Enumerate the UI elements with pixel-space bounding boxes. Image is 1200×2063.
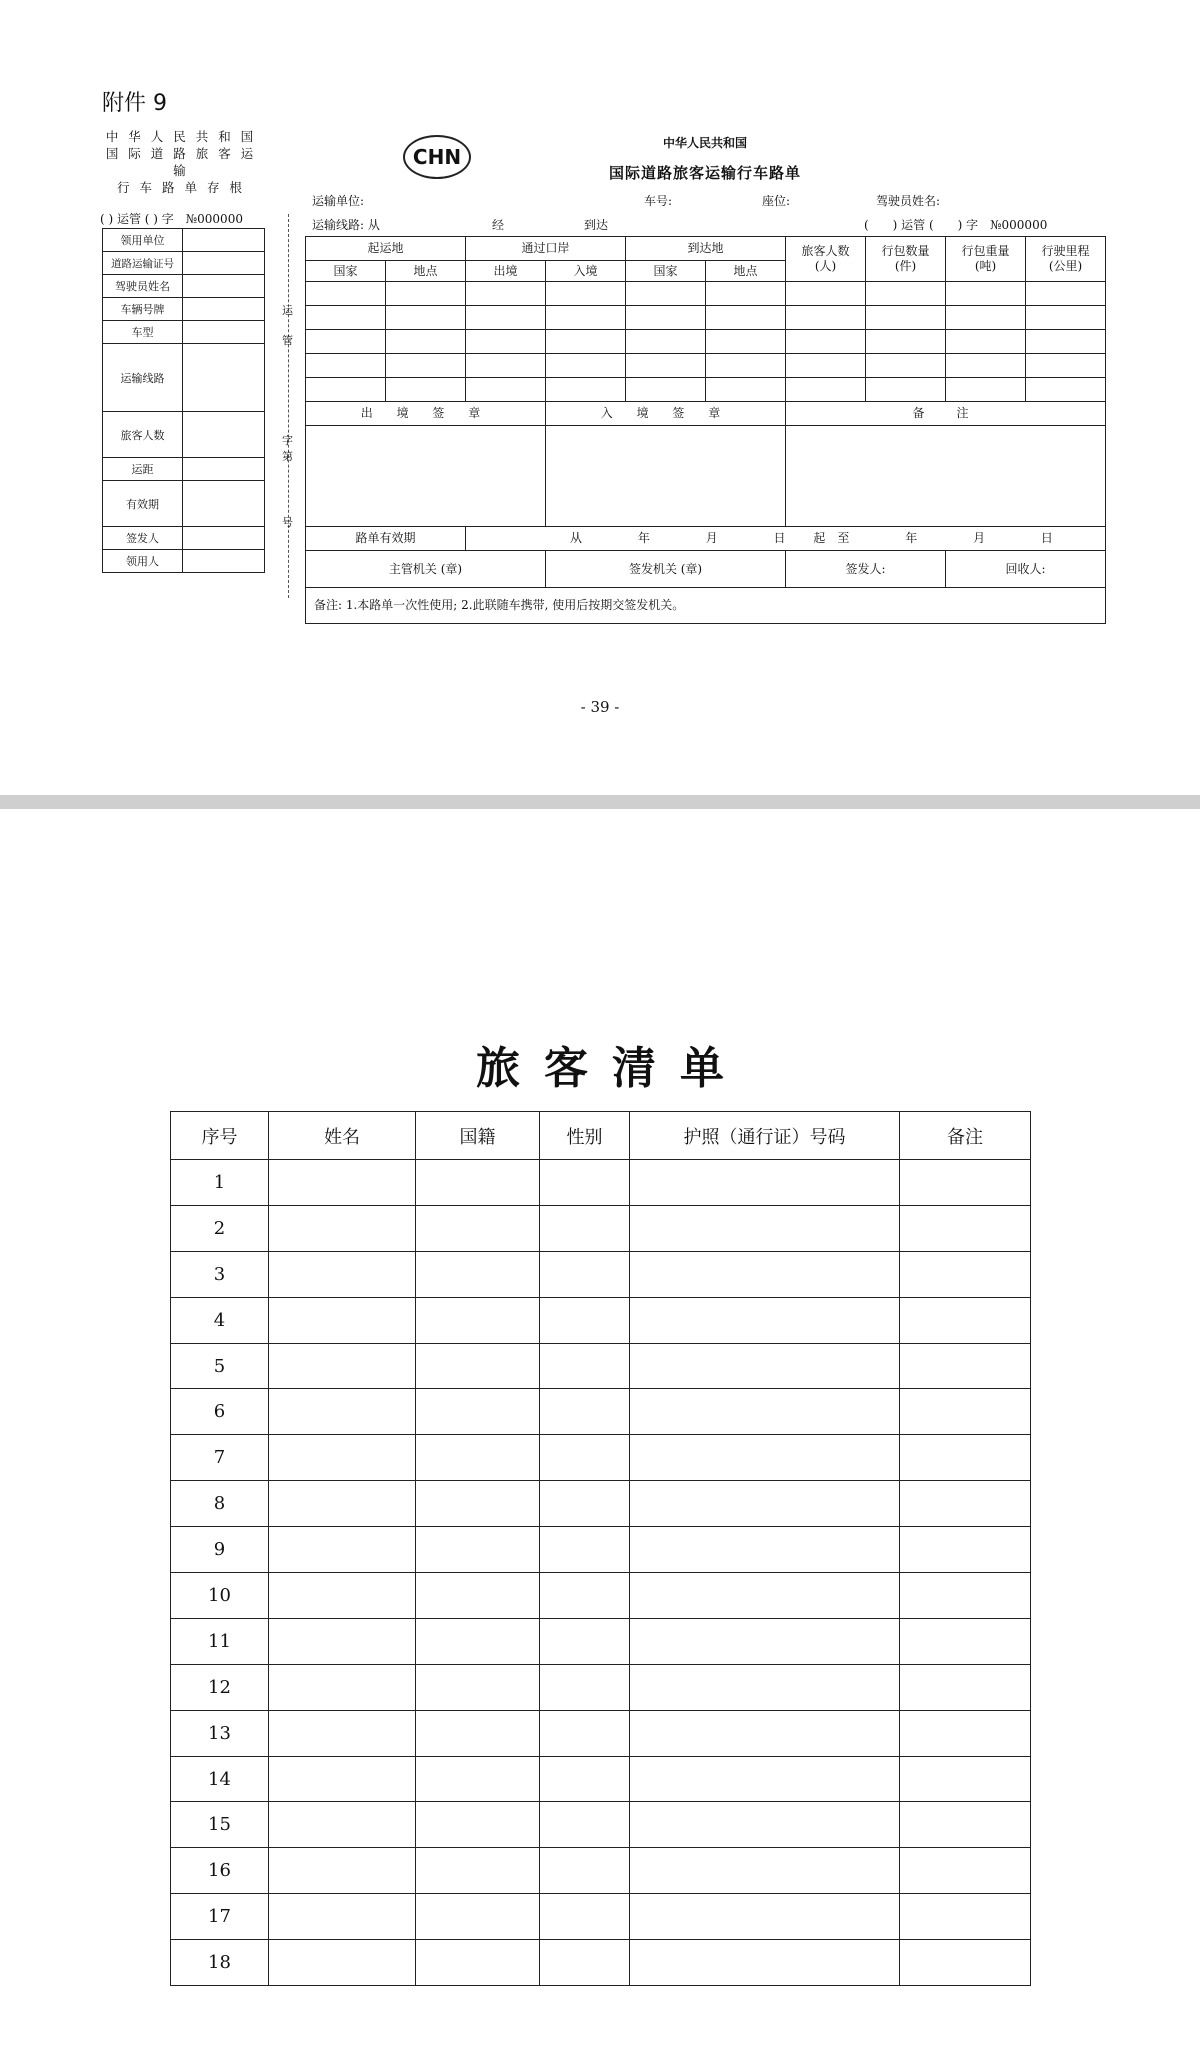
- table-cell: [540, 1664, 630, 1710]
- table-cell: [540, 1710, 630, 1756]
- stub-title-line: 行 车 路 单 存 根: [117, 180, 245, 195]
- table-cell: [416, 1389, 540, 1435]
- table-cell: [269, 1527, 416, 1573]
- luggage-count-header: 行包数量 (件): [866, 237, 946, 282]
- port-entry-header: 入境: [546, 261, 626, 282]
- table-cell: [900, 1481, 1031, 1527]
- table-cell: [416, 1343, 540, 1389]
- route-from-label: 运输线路: 从: [312, 218, 380, 232]
- table-cell: [630, 1389, 900, 1435]
- table-cell: [630, 1710, 900, 1756]
- row-index: 9: [171, 1527, 269, 1573]
- table-cell: [269, 1710, 416, 1756]
- driver-name-label: 驾驶员姓名:: [876, 194, 941, 208]
- mileage-header: 行驶里程 (公里): [1026, 237, 1106, 282]
- seam-char: 字: [282, 434, 293, 447]
- route-row: [306, 306, 1106, 330]
- table-cell: [900, 1802, 1031, 1848]
- page-number: - 39 -: [580, 698, 620, 716]
- stub-row-value: [183, 298, 265, 321]
- row-index: 5: [171, 1343, 269, 1389]
- table-cell: [900, 1848, 1031, 1894]
- route-sheet-number: ( ) 运管 ( ) 字 №000000: [864, 218, 1048, 232]
- table-cell: [416, 1527, 540, 1573]
- table-cell: [900, 1297, 1031, 1343]
- table-cell: [900, 1618, 1031, 1664]
- table-row: [171, 1848, 1031, 1894]
- issuer-field: 签发人:: [786, 551, 946, 588]
- table-cell: [630, 1894, 900, 1940]
- table-cell: [540, 1756, 630, 1802]
- table-cell: [540, 1389, 630, 1435]
- stub-title-line: 国 际 道 路 旅 客 运 输: [105, 146, 257, 178]
- row-index: 7: [171, 1435, 269, 1481]
- table-cell: [540, 1940, 630, 1986]
- table-cell: [416, 1756, 540, 1802]
- table-cell: [630, 1481, 900, 1527]
- table-row: [171, 1160, 1031, 1206]
- col-header-index: 序号: [171, 1112, 269, 1160]
- stub-title-line: 中 华 人 民 共 和 国: [105, 129, 257, 144]
- port-header: 通过口岸: [466, 237, 626, 261]
- stub-row-label: 领用单位: [103, 229, 183, 252]
- row-index: 13: [171, 1710, 269, 1756]
- table-cell: [416, 1618, 540, 1664]
- dest-country-header: 国家: [626, 261, 706, 282]
- table-cell: [416, 1940, 540, 1986]
- attachment-label: 附件 9: [102, 91, 167, 116]
- table-cell: [269, 1160, 416, 1206]
- table-cell: [900, 1710, 1031, 1756]
- row-index: 15: [171, 1802, 269, 1848]
- stub-row-label: 驾驶员姓名: [103, 275, 183, 298]
- luggage-weight-header: 行包重量 (吨): [946, 237, 1026, 282]
- stub-row-value: [183, 458, 265, 481]
- passenger-list-table: [170, 1111, 1031, 1986]
- stub-row-value: [183, 481, 265, 527]
- dest-place-header: 地点: [706, 261, 786, 282]
- table-cell: [416, 1160, 540, 1206]
- seam-char: 运: [282, 304, 293, 317]
- route-row: [306, 378, 1106, 402]
- table-cell: [269, 1618, 416, 1664]
- table-cell: [540, 1802, 630, 1848]
- stub-row-value: [183, 550, 265, 573]
- destination-header: 到达地: [626, 237, 786, 261]
- table-cell: [630, 1664, 900, 1710]
- table-cell: [900, 1205, 1031, 1251]
- table-row: [171, 1894, 1031, 1940]
- transport-unit-label: 运输单位:: [312, 194, 365, 208]
- table-cell: [269, 1435, 416, 1481]
- stub-row-value: [183, 412, 265, 458]
- table-row: [171, 1573, 1031, 1619]
- stub-row-label: 运输线路: [103, 344, 183, 412]
- table-cell: [540, 1894, 630, 1940]
- issuing-authority-seal: 签发机关 (章): [546, 551, 786, 588]
- route-sheet-table: [305, 236, 1106, 624]
- page-39: [0, 0, 1200, 795]
- table-cell: [900, 1343, 1031, 1389]
- col-header-name: 姓名: [269, 1112, 416, 1160]
- page-separator: [0, 795, 1200, 809]
- row-index: 12: [171, 1664, 269, 1710]
- table-row: [171, 1481, 1031, 1527]
- stub-row-label: 领用人: [103, 550, 183, 573]
- col-header-gender: 性别: [540, 1112, 630, 1160]
- table-cell: [540, 1435, 630, 1481]
- table-cell: [416, 1710, 540, 1756]
- table-cell: [540, 1848, 630, 1894]
- exit-stamp-area: [306, 426, 546, 527]
- table-cell: [269, 1343, 416, 1389]
- table-cell: [900, 1160, 1031, 1206]
- remarks-header: 备 注: [786, 402, 1106, 426]
- entry-stamp-header: 入 境 签 章: [546, 402, 786, 426]
- passenger-list-page: [0, 809, 1200, 2063]
- table-cell: [269, 1389, 416, 1435]
- table-cell: [269, 1664, 416, 1710]
- table-cell: [630, 1251, 900, 1297]
- row-index: 14: [171, 1756, 269, 1802]
- stub-row-value: [183, 229, 265, 252]
- table-cell: [416, 1205, 540, 1251]
- passengers-header: 旅客人数 (人): [786, 237, 866, 282]
- table-cell: [269, 1297, 416, 1343]
- stub-row-label: 签发人: [103, 527, 183, 550]
- seam-char: 第: [282, 450, 293, 463]
- table-cell: [630, 1205, 900, 1251]
- table-cell: [900, 1251, 1031, 1297]
- row-index: 17: [171, 1894, 269, 1940]
- stub-row-value: [183, 527, 265, 550]
- perforation-line: [288, 214, 289, 598]
- table-row: [171, 1389, 1031, 1435]
- table-cell: [630, 1297, 900, 1343]
- route-sheet-note: 备注: 1.本路单一次性使用; 2.此联随车携带, 使用后按期交签发机关。: [306, 588, 1106, 624]
- vehicle-no-label: 车号:: [644, 194, 673, 208]
- table-cell: [540, 1297, 630, 1343]
- row-index: 3: [171, 1251, 269, 1297]
- entry-stamp-area: [546, 426, 786, 527]
- table-row: [171, 1618, 1031, 1664]
- table-row: [171, 1710, 1031, 1756]
- table-cell: [269, 1940, 416, 1986]
- row-index: 2: [171, 1205, 269, 1251]
- route-row: [306, 354, 1106, 378]
- table-cell: [416, 1297, 540, 1343]
- row-index: 16: [171, 1848, 269, 1894]
- table-row: [171, 1802, 1031, 1848]
- route-sheet-country: 中华人民共和国: [662, 136, 747, 150]
- stub-row-value: [183, 252, 265, 275]
- col-header-nationality: 国籍: [416, 1112, 540, 1160]
- col-header-remarks: 备注: [900, 1112, 1031, 1160]
- table-cell: [269, 1756, 416, 1802]
- stub-row-label: 有效期: [103, 481, 183, 527]
- row-index: 4: [171, 1297, 269, 1343]
- route-row: [306, 330, 1106, 354]
- seam-char: 管: [282, 334, 293, 347]
- table-cell: [416, 1664, 540, 1710]
- table-cell: [630, 1756, 900, 1802]
- table-cell: [416, 1251, 540, 1297]
- table-cell: [900, 1389, 1031, 1435]
- table-cell: [540, 1527, 630, 1573]
- table-cell: [630, 1802, 900, 1848]
- remarks-area: [786, 426, 1106, 527]
- table-cell: [540, 1618, 630, 1664]
- table-cell: [630, 1435, 900, 1481]
- table-row: [171, 1297, 1031, 1343]
- stub-row-label: 车辆号牌: [103, 298, 183, 321]
- stub-row-value: [183, 344, 265, 412]
- route-sheet-title: 国际道路旅客运输行车路单: [608, 164, 801, 182]
- table-cell: [900, 1664, 1031, 1710]
- seam-char: 号: [282, 516, 293, 529]
- passenger-list-title: 旅客清单: [476, 1043, 748, 1094]
- table-cell: [416, 1481, 540, 1527]
- stub-row-label: 运距: [103, 458, 183, 481]
- table-cell: [416, 1802, 540, 1848]
- table-row: [171, 1527, 1031, 1573]
- stub-row-label: 车型: [103, 321, 183, 344]
- row-index: 10: [171, 1573, 269, 1619]
- route-row: [306, 282, 1106, 306]
- table-cell: [540, 1343, 630, 1389]
- route-via-label: 经: [492, 218, 505, 232]
- table-row: [171, 1940, 1031, 1986]
- table-cell: [540, 1160, 630, 1206]
- exit-stamp-header: 出 境 签 章: [306, 402, 546, 426]
- origin-place-header: 地点: [386, 261, 466, 282]
- table-cell: [269, 1848, 416, 1894]
- table-cell: [630, 1160, 900, 1206]
- table-cell: [630, 1940, 900, 1986]
- row-index: 6: [171, 1389, 269, 1435]
- origin-header: 起运地: [306, 237, 466, 261]
- table-row: [171, 1756, 1031, 1802]
- table-row: [171, 1251, 1031, 1297]
- table-cell: [630, 1573, 900, 1619]
- table-cell: [900, 1940, 1031, 1986]
- table-cell: [900, 1573, 1031, 1619]
- table-cell: [269, 1802, 416, 1848]
- stub-row-value: [183, 275, 265, 298]
- table-row: [171, 1205, 1031, 1251]
- table-cell: [269, 1251, 416, 1297]
- table-cell: [540, 1251, 630, 1297]
- table-cell: [630, 1618, 900, 1664]
- recipient-field: 回收人:: [946, 551, 1106, 588]
- table-cell: [630, 1848, 900, 1894]
- validity-label: 路单有效期: [306, 527, 466, 551]
- table-cell: [900, 1435, 1031, 1481]
- table-cell: [900, 1527, 1031, 1573]
- table-cell: [540, 1481, 630, 1527]
- table-row: [171, 1435, 1031, 1481]
- port-exit-header: 出境: [466, 261, 546, 282]
- table-cell: [900, 1756, 1031, 1802]
- row-index: 1: [171, 1160, 269, 1206]
- row-index: 18: [171, 1940, 269, 1986]
- seat-label: 座位:: [762, 194, 791, 208]
- table-cell: [540, 1573, 630, 1619]
- stub-row-value: [183, 321, 265, 344]
- table-row: [171, 1343, 1031, 1389]
- table-cell: [416, 1848, 540, 1894]
- chn-badge: CHN: [403, 135, 471, 179]
- validity-period: 从 年 月 日 起 至 年 月 日: [466, 527, 1106, 551]
- table-cell: [269, 1481, 416, 1527]
- authority-seal: 主管机关 (章): [306, 551, 546, 588]
- table-cell: [630, 1343, 900, 1389]
- table-cell: [900, 1894, 1031, 1940]
- table-cell: [269, 1894, 416, 1940]
- table-cell: [416, 1894, 540, 1940]
- stub-row-label: 旅客人数: [103, 412, 183, 458]
- stub-row-label: 道路运输证号: [103, 252, 183, 275]
- table-cell: [416, 1573, 540, 1619]
- table-cell: [416, 1435, 540, 1481]
- stub-table: [102, 228, 265, 573]
- table-row: [171, 1664, 1031, 1710]
- row-index: 8: [171, 1481, 269, 1527]
- route-to-label: 到达: [584, 218, 609, 232]
- stub-title: [96, 128, 266, 196]
- table-cell: [269, 1205, 416, 1251]
- stub-number: ( ) 运管 ( ) 字 №000000: [100, 212, 243, 226]
- table-cell: [540, 1205, 630, 1251]
- table-cell: [269, 1573, 416, 1619]
- origin-country-header: 国家: [306, 261, 386, 282]
- table-cell: [630, 1527, 900, 1573]
- row-index: 11: [171, 1618, 269, 1664]
- col-header-passport: 护照（通行证）号码: [630, 1112, 900, 1160]
